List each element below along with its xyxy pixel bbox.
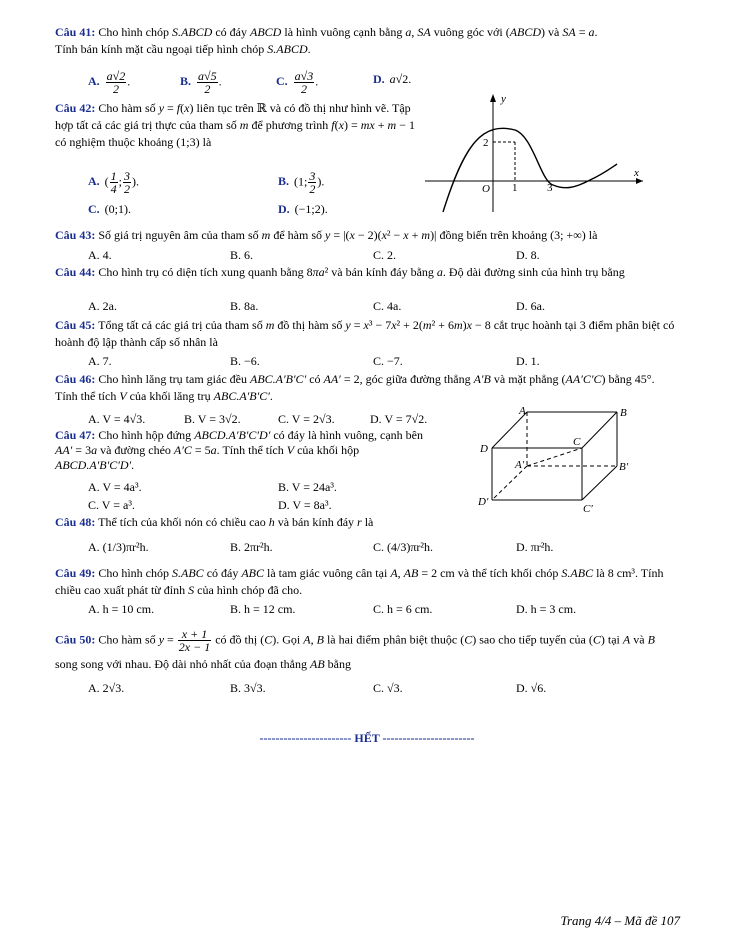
q41-option-b[interactable]: B. $\frac{a√5}{2}$ .: [180, 69, 222, 96]
end-of-exam-mark: ----------------------- HẾT -----------------------: [259, 731, 475, 745]
question-47-options-cd: [88, 496, 418, 514]
question-44-options: [88, 297, 680, 315]
page-footer: Trang 4/4 – Mã đề 107: [560, 913, 680, 928]
graph-tick-1: 1: [512, 182, 518, 194]
q48-option-b[interactable]: B. 2πr²h.: [230, 540, 273, 554]
graph-x-label: x: [634, 167, 639, 179]
question-47-options-ab: [88, 478, 418, 496]
q46-option-b[interactable]: B. V = 3√2.: [184, 412, 241, 426]
q42-option-c[interactable]: C. (0;1).: [88, 202, 131, 216]
question-49: Câu 49: Cho hình chóp S.ABC có đáy ABC là tam giác vuông cân tại A, AB = 2 cm và thể tích khối chóp S.ABC là 8 cm³. Tính chiều cao xuất phát từ đỉnh S của hình chóp đã cho.: [55, 566, 664, 597]
q49-option-c[interactable]: C. h = 6 cm.: [373, 602, 433, 616]
q44-option-d[interactable]: D. 6a.: [516, 299, 545, 313]
q47-option-a[interactable]: A. V = 4a³.: [88, 480, 142, 494]
box-label-a-prime: A′: [515, 459, 525, 471]
box-label-a: A: [519, 405, 526, 417]
box-label-d: D: [480, 443, 488, 455]
q43-option-b[interactable]: B. 6.: [230, 248, 254, 262]
q47-option-b[interactable]: B. V = 24a³.: [278, 480, 337, 494]
question-42-options-ab: [88, 169, 428, 196]
question-50: Câu 50: Cho hàm số y = $\frac{x + 1}{2x - 1}$ có đồ thị (C). Gọi A, B là hai điểm phân biệt thuộc (C) sao cho tiếp tuyến của (C) tại A và B song song với nhau. Độ dài nhỏ nhất của đoạn thẳng AB bằng: [55, 627, 655, 671]
question-41-options: [88, 69, 680, 96]
box-label-c: C: [573, 436, 581, 448]
question-42: Câu 42: Cho hàm số y = f(x) liên tục trên ℝ và có đồ thị như hình vẽ. Tập hợp tất cả các giá trị thực của tham số m để phương trình f(x) = mx + m − 1 có nghiệm thuộc khoảng (1;3) là: [55, 101, 415, 149]
q42-option-b[interactable]: B. (1; $\frac{3}{2}$ ).: [278, 169, 325, 196]
question-46-label: Câu 46:: [55, 372, 96, 386]
question-47: Câu 47: Cho hình hộp đứng ABCD.A′B′C′D′ có đáy là hình vuông, cạnh bên AA′ = 3a và đường chéo A′C = 5a. Tính thể tích V của khối hộp ABCD.A′B′C′D′.: [55, 428, 423, 472]
question-41-label: Câu 41:: [55, 25, 96, 39]
q45-option-a[interactable]: A. 7.: [88, 354, 112, 368]
q44-option-b[interactable]: B. 8a.: [230, 299, 259, 313]
question-43-options: [88, 246, 680, 264]
question-47-label: Câu 47:: [55, 428, 96, 442]
q45-option-d[interactable]: D. 1.: [516, 354, 540, 368]
q45-option-c[interactable]: C. −7.: [373, 354, 403, 368]
q43-option-d[interactable]: D. 8.: [516, 248, 540, 262]
q48-option-c[interactable]: C. (4/3)πr²h.: [373, 540, 433, 554]
question-42-label: Câu 42:: [55, 101, 96, 115]
graph-origin-label: O: [482, 183, 490, 195]
q46-option-a[interactable]: A. V = 4√3.: [88, 412, 146, 426]
box-label-b-prime: B′: [619, 461, 629, 473]
q49-option-b[interactable]: B. h = 12 cm.: [230, 602, 296, 616]
question-46-options: [88, 410, 468, 428]
graph-tick-2: 2: [483, 137, 489, 149]
question-45: Câu 45: Tổng tất cả các giá trị của tham số m đồ thị hàm số y = x³ − 7x² + 2(m² + 6m)x − 8 cắt trục hoành tại 3 điểm phân biệt có hoành độ lập thành cấp số nhân là: [55, 318, 675, 349]
q41-option-c[interactable]: C. $\frac{a√3}{2}$ .: [276, 69, 319, 96]
graph-y-label: y: [501, 93, 506, 105]
q41-option-d[interactable]: D. a√2.: [373, 72, 412, 86]
q46-option-c[interactable]: C. V = 2√3.: [278, 412, 335, 426]
box-label-d-prime: D′: [478, 496, 489, 508]
q50-option-a[interactable]: A. 2√3.: [88, 681, 125, 695]
q47-option-d[interactable]: D. V = 8a³.: [278, 498, 332, 512]
q50-option-c[interactable]: C. √3.: [373, 681, 403, 695]
q50-option-d[interactable]: D. √6.: [516, 681, 547, 695]
question-45-label: Câu 45:: [55, 318, 96, 332]
question-44: Câu 44: Cho hình trụ có diện tích xung quanh bằng 8πa² và bán kính đáy bằng a. Độ dài đường sinh của hình trụ bằng: [55, 265, 625, 279]
q43-option-c[interactable]: C. 2.: [373, 248, 397, 262]
q49-option-a[interactable]: A. h = 10 cm.: [88, 602, 155, 616]
q44-option-a[interactable]: A. 2a.: [88, 299, 117, 313]
question-42-options-cd: [88, 200, 428, 218]
question-43-label: Câu 43:: [55, 228, 96, 242]
q41-option-a[interactable]: A. $\frac{a√2}{2}$ .: [88, 69, 131, 96]
box-label-c-prime: C′: [583, 503, 593, 515]
question-46: Câu 46: Cho hình lăng trụ tam giác đều ABC.A′B′C′ có AA′ = 2, góc giữa đường thẳng A′B và mặt phẳng (AA′C′C) bằng 45°. Tính thể tích V của khối lăng trụ ABC.A′B′C′.: [55, 372, 655, 403]
question-50-options: [88, 679, 680, 697]
q42-option-d[interactable]: D. (−1;2).: [278, 202, 328, 216]
question-44-label: Câu 44:: [55, 265, 96, 279]
q44-option-c[interactable]: C. 4a.: [373, 299, 402, 313]
q47-box-diagram: [475, 402, 645, 516]
question-50-label: Câu 50:: [55, 632, 96, 647]
q49-option-d[interactable]: D. h = 3 cm.: [516, 602, 577, 616]
q43-option-a[interactable]: A. 4.: [88, 248, 112, 262]
question-48-options: [88, 538, 680, 556]
graph-tick-3: 3: [547, 182, 553, 194]
question-49-options: [88, 600, 680, 618]
q42-function-graph: [425, 92, 645, 214]
question-45-options: [88, 352, 680, 370]
question-43: Câu 43: Số giá trị nguyên âm của tham số m để hàm số y = |(x − 2)(x² − x + m)| đồng biến trên khoảng (3; +∞) là: [55, 228, 598, 242]
q45-option-b[interactable]: B. −6.: [230, 354, 260, 368]
q42-option-a[interactable]: A. ( $\frac{1}{4}$ ; $\frac{3}{2}$ ).: [88, 169, 140, 196]
box-label-b: B: [620, 407, 627, 419]
q48-option-d[interactable]: D. πr²h.: [516, 540, 554, 554]
q47-option-c[interactable]: C. V = a³.: [88, 498, 135, 512]
q48-option-a[interactable]: A. (1/3)πr²h.: [88, 540, 149, 554]
q46-option-d[interactable]: D. V = 7√2.: [370, 412, 428, 426]
question-48-label: Câu 48:: [55, 515, 96, 529]
question-48: Câu 48: Thể tích của khối nón có chiều cao h và bán kính đáy r là: [55, 515, 374, 529]
q50-option-b[interactable]: B. 3√3.: [230, 681, 266, 695]
question-41: Câu 41: Cho hình chóp S.ABCD có đáy ABCD là hình vuông cạnh bằng a, SA vuông góc với (ABCD) và SA = a. Tính bán kính mặt cầu ngoại tiếp hình chóp S.ABCD.: [55, 25, 598, 56]
question-49-label: Câu 49:: [55, 566, 96, 580]
